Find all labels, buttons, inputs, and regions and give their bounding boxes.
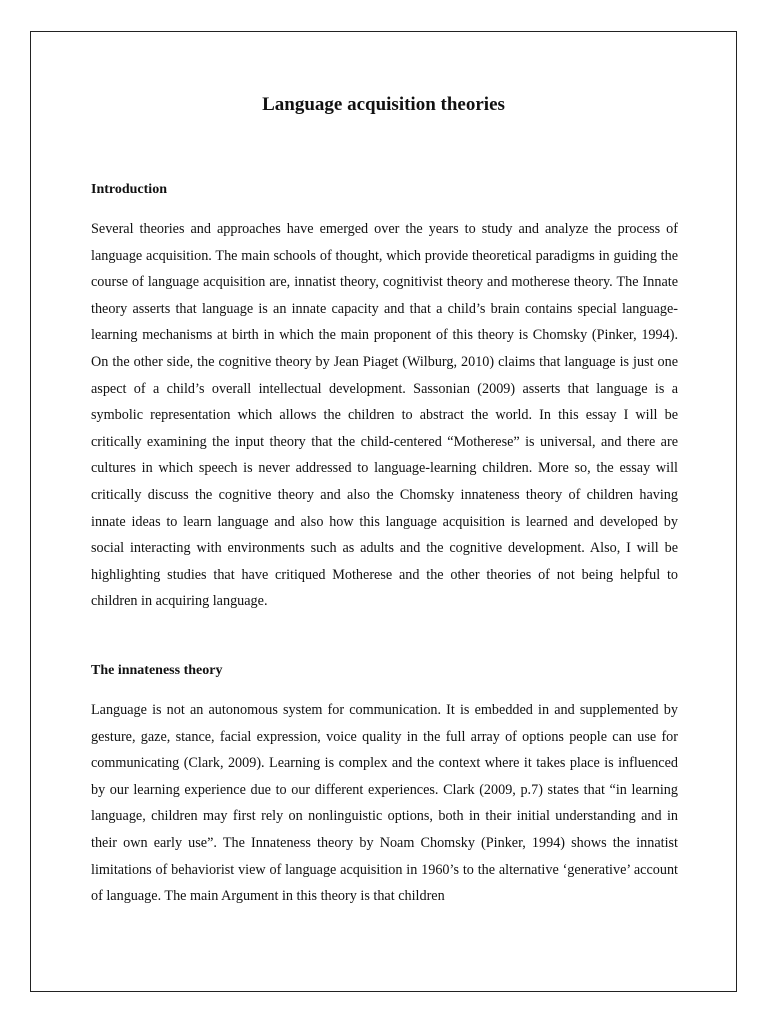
section-body-introduction: Several theories and approaches have emerged over the years to study and analyze the process of language acquisition. The main schools of thought, which provide theoretical paradigms in guiding the course of language acquisition are, innatist theory, cognitivist theory and motherese theory. The Innate theory asserts that language is an innate capacity and that a child’s brain contains special language-learning mechanisms at birth in which the main proponent of this theory is Chomsky (Pinker, 1994). On the other side, the cognitive theory by Jean Piaget (Wilburg, 2010) claims that language is just one aspect of a child’s overall intellectual development. Sassonian (2009) asserts that language is a symbolic representation which allows the children to abstract the world. In this essay I will be critically examining the input theory that the child-centered “Motherese” is universal, and there are cultures in which speech is never addressed to language-learning children. More so, the essay will critically discuss the cognitive theory and also the Chomsky innateness theory of children having innate ideas to learn language and also how this language acquisition is learned and developed by social interacting with environments such as adults and the cognitive development. Also, I will be highlighting studies that have critiqued Motherese and the other theories of not being helpful to children in acquiring language. [91, 221, 678, 610]
section-heading-innateness-theory: The innateness theory [91, 663, 223, 678]
section-heading-introduction: Introduction [91, 182, 167, 197]
section-body-innateness-theory: Language is not an autonomous system for communication. It is embedded in and supplemented by gesture, gaze, stance, facial expression, voice quality in the full array of options people can use for communicating (Clark, 2009). Learning is complex and the context where it takes place is influenced by our learning experience due to our different experiences. Clark (2009, p.7) states that “in learning language, children may first rely on nonlinguistic options, both in their initial understanding and in their own early use”. The Innateness theory by Noam Chomsky (Pinker, 1994) shows the innatist limitations of behaviorist view of language acquisition in 1960’s to the alternative ‘generative’ account of language. The main Argument in this theory is that children [91, 702, 678, 905]
page-title: Language acquisition theories [262, 94, 505, 115]
